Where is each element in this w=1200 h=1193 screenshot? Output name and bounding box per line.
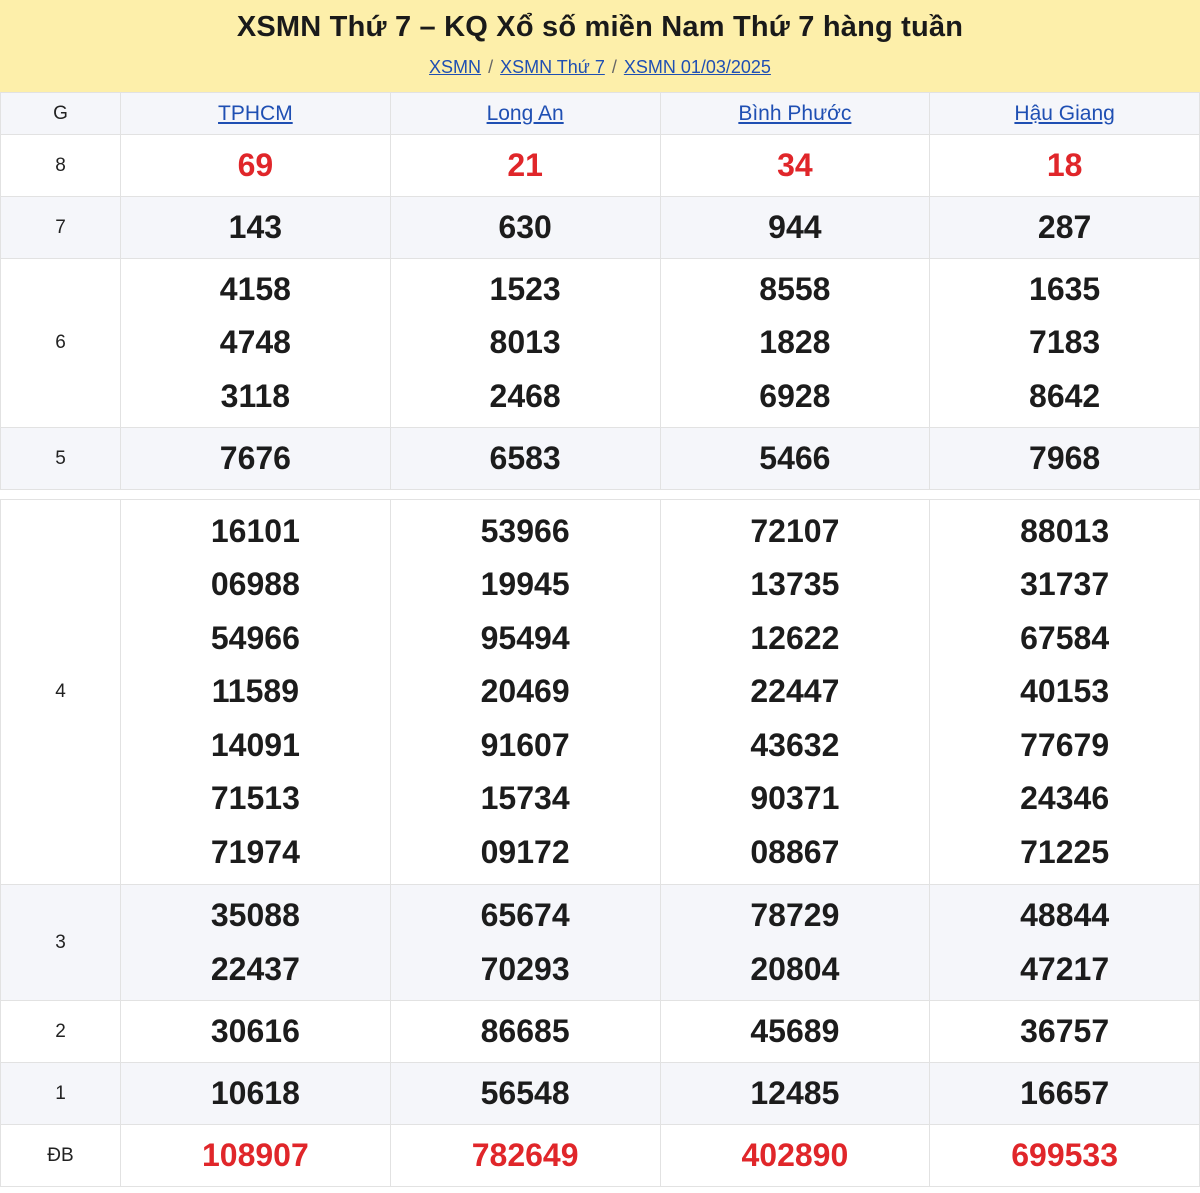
prize-number: 22447 xyxy=(750,673,840,710)
prize-cell xyxy=(660,1125,930,1187)
prize-number: 70293 xyxy=(480,950,570,987)
prize-cell xyxy=(121,1001,391,1063)
prize-number: 8642 xyxy=(1029,377,1101,414)
prize-number: 143 xyxy=(228,208,283,245)
prize-cell xyxy=(121,1125,391,1187)
prize-number: 30616 xyxy=(210,1012,300,1049)
prize-number: 782649 xyxy=(471,1136,579,1173)
prize-row-2 xyxy=(1,1001,1200,1063)
province-link[interactable]: Long An xyxy=(486,101,564,125)
prize-number: 86685 xyxy=(480,1012,570,1049)
breadcrumb-link-xsmn-thu7[interactable]: XSMN Thứ 7 xyxy=(500,57,605,77)
prize-cell xyxy=(930,1063,1200,1125)
province-link[interactable]: Hậu Giang xyxy=(1014,101,1115,125)
prize-number: 6928 xyxy=(759,377,831,414)
results-table-top xyxy=(0,92,1200,490)
breadcrumb-separator: / xyxy=(611,57,617,77)
prize-label: 1 xyxy=(1,1063,121,1125)
prize-number: 47217 xyxy=(1020,950,1110,987)
prize-number: 7968 xyxy=(1029,439,1101,476)
prize-cell xyxy=(660,259,930,428)
prize-row-special xyxy=(1,1125,1200,1187)
prize-cell xyxy=(930,1001,1200,1063)
prize-row-7 xyxy=(1,197,1200,259)
prize-number: 1523 xyxy=(489,270,561,307)
province-header-binh-phuoc xyxy=(660,93,930,135)
prize-number: 71974 xyxy=(210,833,300,870)
prize-number: 36757 xyxy=(1020,1012,1110,1049)
prize-number: 34 xyxy=(777,146,813,183)
prize-cell xyxy=(121,500,391,885)
province-header-long-an xyxy=(390,93,660,135)
prize-cell xyxy=(930,197,1200,259)
prize-number: 77679 xyxy=(1020,726,1110,763)
prize-number: 944 xyxy=(768,208,822,245)
results-table-bottom xyxy=(0,499,1200,1187)
prize-column-header: G xyxy=(1,93,121,135)
prize-label: 5 xyxy=(1,428,121,490)
prize-number: 95494 xyxy=(480,619,570,656)
prize-number: 69 xyxy=(237,146,274,183)
prize-label: 4 xyxy=(1,500,121,885)
prize-cell xyxy=(390,197,660,259)
prize-number: 54966 xyxy=(210,619,300,656)
prize-cell xyxy=(121,135,391,197)
prize-cell xyxy=(660,885,930,1001)
prize-number: 24346 xyxy=(1020,780,1110,817)
province-header-tphcm xyxy=(121,93,391,135)
prize-number: 78729 xyxy=(750,897,840,933)
breadcrumb-link-xsmn[interactable]: XSMN xyxy=(429,57,482,77)
prize-number: 7676 xyxy=(219,439,291,476)
prize-cell xyxy=(930,259,1200,428)
prize-cell xyxy=(660,428,930,490)
prize-number: 08867 xyxy=(750,833,840,870)
prize-cell xyxy=(390,1063,660,1125)
prize-number: 45689 xyxy=(750,1012,840,1049)
prize-number: 40153 xyxy=(1020,673,1110,710)
prize-number: 18 xyxy=(1046,146,1083,183)
prize-number: 287 xyxy=(1037,208,1092,245)
prize-cell xyxy=(121,1063,391,1125)
prize-number: 31737 xyxy=(1020,566,1110,603)
prize-number: 5466 xyxy=(759,439,831,476)
prize-cell xyxy=(930,885,1200,1001)
prize-cell xyxy=(660,197,930,259)
prize-number: 21 xyxy=(507,146,543,183)
province-header-row xyxy=(1,93,1200,135)
prize-cell xyxy=(390,1125,660,1187)
prize-number: 19945 xyxy=(480,566,570,603)
prize-number: 1635 xyxy=(1029,270,1101,307)
prize-label: 7 xyxy=(1,197,121,259)
prize-cell xyxy=(660,500,930,885)
prize-cell xyxy=(660,1063,930,1125)
prize-number: 2468 xyxy=(489,377,561,414)
prize-number: 20804 xyxy=(750,950,840,987)
prize-number: 67584 xyxy=(1020,619,1110,656)
prize-number: 4748 xyxy=(219,324,291,361)
prize-cell xyxy=(390,885,660,1001)
province-header-hau-giang xyxy=(930,93,1200,135)
prize-number: 65674 xyxy=(480,897,570,933)
prize-cell xyxy=(390,135,660,197)
prize-row-4 xyxy=(1,500,1200,885)
prize-cell xyxy=(121,197,391,259)
prize-label: 2 xyxy=(1,1001,121,1063)
prize-number: 3118 xyxy=(220,377,291,414)
prize-number: 06988 xyxy=(210,566,300,603)
prize-number: 10618 xyxy=(210,1074,300,1111)
prize-number: 15734 xyxy=(480,780,570,817)
prize-number: 20469 xyxy=(480,673,570,710)
prize-cell xyxy=(930,1125,1200,1187)
prize-cell xyxy=(121,259,391,428)
breadcrumb-separator: / xyxy=(488,57,494,77)
prize-cell xyxy=(390,1001,660,1063)
prize-number: 12485 xyxy=(750,1074,840,1111)
prize-cell xyxy=(121,428,391,490)
prize-number: 88013 xyxy=(1020,512,1110,549)
prize-number: 22437 xyxy=(210,950,300,987)
prize-label: ĐB xyxy=(1,1125,121,1187)
prize-number: 630 xyxy=(498,208,552,245)
prize-number: 91607 xyxy=(480,726,570,763)
prize-number: 56548 xyxy=(480,1074,570,1111)
prize-number: 402890 xyxy=(741,1136,849,1173)
prize-cell xyxy=(930,428,1200,490)
prize-cell xyxy=(390,259,660,428)
prize-row-6 xyxy=(1,259,1200,428)
prize-number: 16101 xyxy=(210,512,300,549)
prize-number: 14091 xyxy=(210,726,300,763)
prize-number: 90371 xyxy=(750,780,840,817)
prize-cell xyxy=(660,1001,930,1063)
prize-number: 6583 xyxy=(489,439,561,476)
prize-number: 09172 xyxy=(480,833,570,870)
prize-row-5 xyxy=(1,428,1200,490)
prize-number: 71225 xyxy=(1020,833,1110,870)
prize-cell xyxy=(390,428,660,490)
prize-row-3 xyxy=(1,885,1200,1001)
prize-number: 53966 xyxy=(480,512,570,549)
prize-number: 699533 xyxy=(1011,1136,1119,1173)
prize-row-8 xyxy=(1,135,1200,197)
prize-number: 48844 xyxy=(1020,897,1110,933)
prize-number: 7183 xyxy=(1029,324,1101,361)
prize-number: 108907 xyxy=(201,1136,309,1173)
prize-cell xyxy=(121,885,391,1001)
breadcrumb-link-date[interactable]: XSMN 01/03/2025 xyxy=(623,57,771,77)
prize-number: 4158 xyxy=(219,270,291,307)
prize-number: 72107 xyxy=(750,512,840,549)
prize-cell xyxy=(930,135,1200,197)
prize-number: 8013 xyxy=(489,324,561,361)
province-link[interactable]: TPHCM xyxy=(218,101,293,125)
prize-number: 12622 xyxy=(750,619,840,656)
prize-cell xyxy=(390,500,660,885)
prize-cell xyxy=(930,500,1200,885)
prize-cell xyxy=(660,135,930,197)
breadcrumb xyxy=(0,57,1200,78)
prize-label: 6 xyxy=(1,259,121,428)
page-title: XSMN Thứ 7 – KQ Xổ số miền Nam Thứ 7 hàng tuần xyxy=(236,11,964,43)
prize-number: 71513 xyxy=(210,780,300,817)
prize-label: 3 xyxy=(1,885,121,1001)
page-header xyxy=(0,0,1200,92)
prize-number: 35088 xyxy=(210,897,300,933)
prize-number: 16657 xyxy=(1020,1074,1110,1111)
prize-number: 1828 xyxy=(759,324,831,361)
prize-row-1 xyxy=(1,1063,1200,1125)
prize-number: 8558 xyxy=(759,270,831,307)
prize-number: 13735 xyxy=(750,566,840,603)
prize-number: 11589 xyxy=(211,673,299,710)
province-link[interactable]: Bình Phước xyxy=(738,101,852,125)
prize-number: 43632 xyxy=(750,726,840,763)
prize-label: 8 xyxy=(1,135,121,197)
